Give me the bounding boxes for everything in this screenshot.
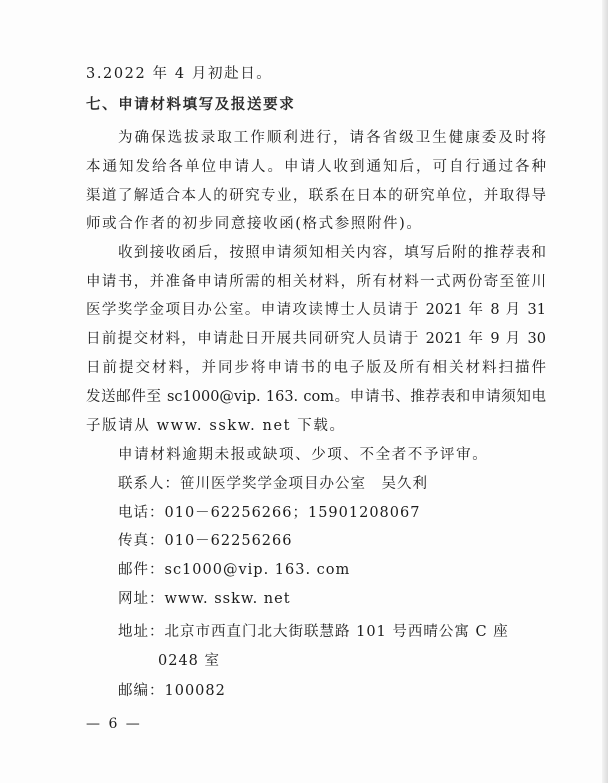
para2-line-5: 日前提交材料，并同步将申请书的电子版及所有相关材料扫描件 — [86, 360, 546, 376]
section-heading: 七、申请材料填写及报送要求 — [86, 97, 296, 113]
item-3-text: 3.2022 年 4 月初赴日。 — [86, 66, 273, 82]
para2-line-7: 子版请从 www. sskw. net 下载。 — [86, 418, 346, 434]
contact-address-line-1: 地址：北京市西直门北大街联慧路 101 号西晴公寓 C 座 — [118, 624, 509, 640]
para1-line-4: 师或合作者的初步同意接收函(格式参照附件)。 — [86, 216, 423, 232]
contact-address-line-2: 0248 室 — [158, 653, 221, 669]
para2-line-3: 医学奖学金项目办公室。申请攻读博士人员请于 2021 年 8 月 31 — [86, 302, 546, 318]
scan-edge-shadow — [602, 0, 608, 783]
contact-fax: 传真：010－62256266 — [118, 533, 293, 549]
page-number: — 6 — — [86, 716, 142, 732]
contact-person: 联系人：笹川医学奖学金项目办公室 吴久利 — [118, 476, 428, 492]
para1-line-1: 为确保选拔录取工作顺利进行，请各省级卫生健康委及时将 — [118, 130, 546, 146]
para1-line-2: 本通知发给各单位申请人。申请人收到通知后，可自行通过各种 — [86, 159, 546, 175]
contact-phone: 电话：010－62256266；15901208067 — [118, 505, 421, 521]
para2-line-6: 发送邮件至 sc1000@vip. 163. com。申请书、推荐表和申请须知电 — [86, 389, 546, 405]
para1-line-3: 渠道了解适合本人的研究专业，联系在日本的研究单位，并取得导 — [86, 188, 546, 204]
contact-website: 网址：www. sskw. net — [118, 591, 291, 607]
contact-postcode: 邮编：100082 — [118, 683, 226, 699]
para2-line-2: 申请书，并准备申请所需的相关材料，所有材料一式两份寄至笹川 — [86, 274, 546, 290]
para2-line-1: 收到接收函后，按照申请须知相关内容，填写后附的推荐表和 — [118, 245, 546, 261]
contact-email: 邮件：sc1000@vip. 163. com — [118, 562, 351, 578]
para2-line-4: 日前提交材料，申请赴日开展共同研究人员请于 2021 年 9 月 30 — [86, 331, 546, 347]
para3-text: 申请材料逾期未报或缺项、少项、不全者不予评审。 — [118, 447, 489, 463]
